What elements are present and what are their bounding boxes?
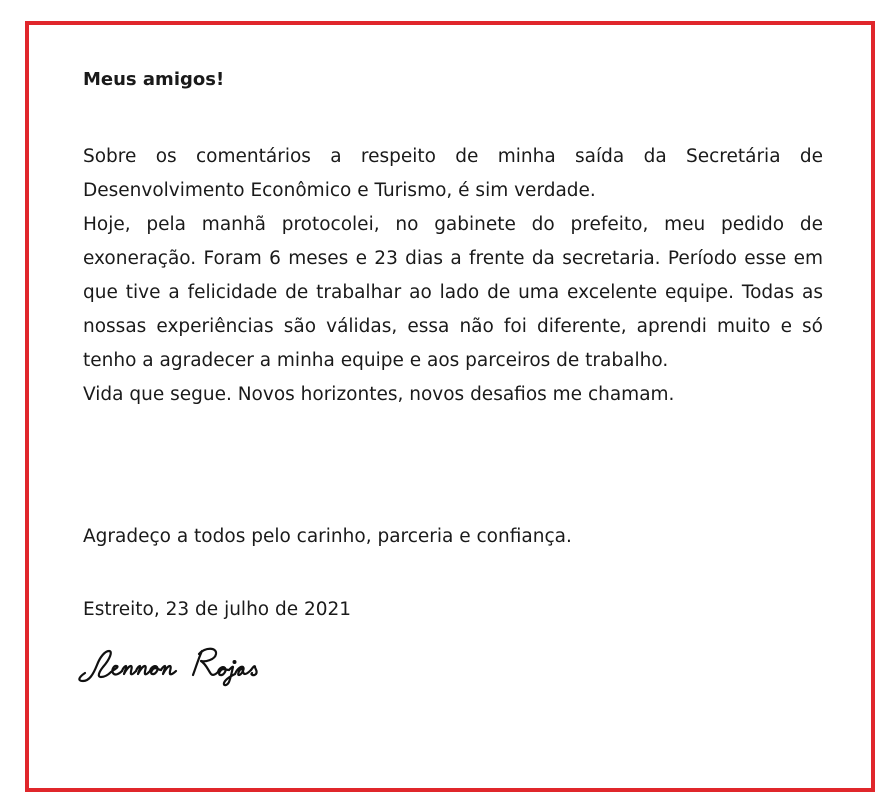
letter-paragraph: Hoje, pela manhã protocolei, no gabinete do prefeito, meu pedido de exoneração. Foram 6 meses e 23 dias a frente da secretaria. Período esse em que tive a felicidade de trabalhar ao lado de uma excelente equipe. Todas as nossas experiências são válidas, essa não foi diferente, aprendi muito e só tenho a agradecer a minha equipe e aos parceiros de trabalho. xyxy=(83,214,823,371)
signature-drawing xyxy=(75,637,275,687)
letter-place-date: Estreito, 23 de julho de 2021 xyxy=(83,599,352,620)
letter-frame xyxy=(25,21,875,792)
letter-greeting: Meus amigos! xyxy=(83,69,225,90)
letter-paragraph: Vida que segue. Novos horizontes, novos desafios me chamam. xyxy=(83,384,675,405)
handwritten-signature xyxy=(75,637,275,687)
letter-thanks: Agradeço a todos pelo carinho, parceria e confiança. xyxy=(83,526,572,547)
letter-paragraph: Sobre os comentários a respeito de minha saída da Secretária de Desenvolvimento Econômico e Turismo, é sim verdade. xyxy=(83,146,823,201)
letter-body xyxy=(83,140,823,412)
